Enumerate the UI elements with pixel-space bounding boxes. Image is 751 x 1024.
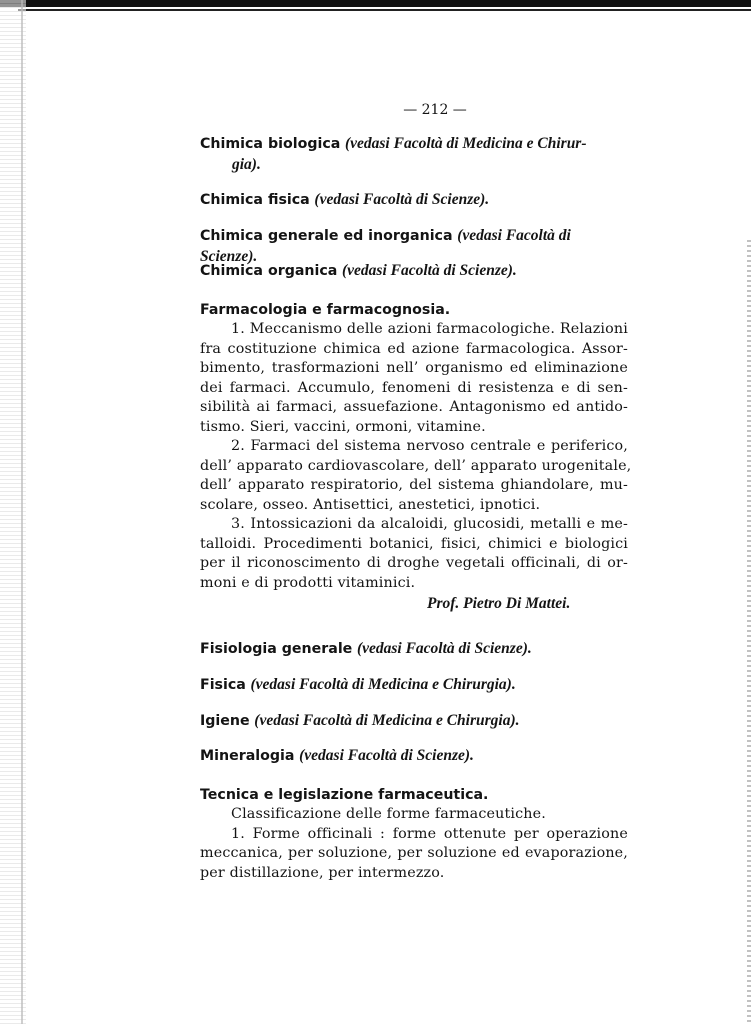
section-title: Tecnica e legislazione farmaceutica. xyxy=(200,787,489,803)
entry-title: Chimica biologica xyxy=(200,136,341,152)
entry-chimica-fisica xyxy=(200,190,628,211)
author-signature: Prof. Pietro Di Mattei. xyxy=(427,595,571,612)
entry-reference: (vedasi Facoltà di Scienze). xyxy=(200,227,571,265)
entry-title: Mineralogia xyxy=(200,748,295,764)
farmacologia-body xyxy=(200,320,632,593)
text-line: 2. Farmaci del sistema nervoso centrale e periferico, xyxy=(231,438,628,454)
scan-top-rule xyxy=(18,9,751,11)
text-line: 3. Intossicazioni da alcaloidi, glucosidi, metalli e me- xyxy=(231,516,628,532)
section-heading-tecnica xyxy=(200,785,628,806)
text-line: scolare, osseo. Antisettici, anestetici, ipnotici. xyxy=(200,496,541,513)
entry-chimica-generale xyxy=(200,226,628,266)
entry-title: Fisiologia generale xyxy=(200,641,353,657)
entry-title: Fisica xyxy=(200,677,246,693)
entry-fisica xyxy=(200,675,628,696)
entry-mineralogia xyxy=(200,746,628,767)
text-line: per il riconoscimento di droghe vegetali officinali, di or- xyxy=(200,555,628,571)
entry-reference: (vedasi Facoltà di Medicina e Chirur- xyxy=(344,135,587,152)
page-number: — 212 — xyxy=(403,102,467,118)
text-line: 1. Meccanismo delle azioni farmacologiche. Relazioni xyxy=(231,321,628,337)
entry-title: Chimica organica xyxy=(200,263,338,279)
text-line: talloidi. Procedimenti botanici, fisici, chimici e biologici xyxy=(200,535,628,552)
text-line: dei farmaci. Accumulo, fenomeni di resistenza e di sen- xyxy=(200,379,628,396)
section-heading-farmacologia xyxy=(200,300,628,321)
text-line: dell’ apparato cardiovascolare, dell’ apparato urogenitale, xyxy=(200,457,632,474)
entry-title: Chimica generale ed inorganica xyxy=(200,228,453,244)
scan-left-rule xyxy=(21,0,23,1024)
text-line: 1. Forme officinali : forme ottenute per operazione xyxy=(231,825,628,842)
text-line: sibilità ai farmaci, assuefazione. Antagonismo ed antido- xyxy=(200,399,628,415)
entry-reference: (vedasi Facoltà di Scienze). xyxy=(342,262,517,279)
scan-right-edge xyxy=(747,240,751,1024)
entry-chimica-biologica xyxy=(200,134,628,174)
entry-reference: (vedasi Facoltà di Medicina e Chirurgia). xyxy=(250,676,516,693)
section-title: Farmacologia e farmacognosia. xyxy=(200,302,451,318)
text-line: per distillazione, per intermezzo. xyxy=(200,864,445,881)
text-line: dell’ apparato respiratorio, del sistema ghiandolare, mu- xyxy=(200,477,628,493)
entry-igiene xyxy=(200,711,628,732)
text-line: moni e di prodotti vitaminici. xyxy=(200,574,416,591)
entry-reference: (vedasi Facoltà di Scienze). xyxy=(299,747,474,764)
scan-top-border xyxy=(0,0,751,7)
entry-fisiologia-generale xyxy=(200,639,628,660)
entry-reference: (vedasi Facoltà di Medicina e Chirurgia). xyxy=(254,712,520,729)
text-line: bimento, trasformazioni nell’ organismo ed eliminazione xyxy=(200,360,628,376)
tecnica-body xyxy=(200,805,628,883)
text-line: Classificazione delle forme farmaceutiche. xyxy=(231,806,546,822)
entry-reference: (vedasi Facoltà di Scienze). xyxy=(356,640,532,657)
entry-chimica-organica xyxy=(200,261,628,282)
entry-reference-continued: gia). xyxy=(232,155,261,173)
text-line: meccanica, per soluzione, per soluzione ed evaporazione, xyxy=(200,845,628,861)
entry-reference: (vedasi Facoltà di Scienze). xyxy=(314,191,490,208)
entry-title: Chimica fisica xyxy=(200,192,310,208)
text-line: tismo. Sieri, vaccini, ormoni, vitamine. xyxy=(200,418,486,435)
entry-title: Igiene xyxy=(200,713,250,729)
text-line: fra costituzione chimica ed azione farmacologica. Assor- xyxy=(200,340,628,357)
